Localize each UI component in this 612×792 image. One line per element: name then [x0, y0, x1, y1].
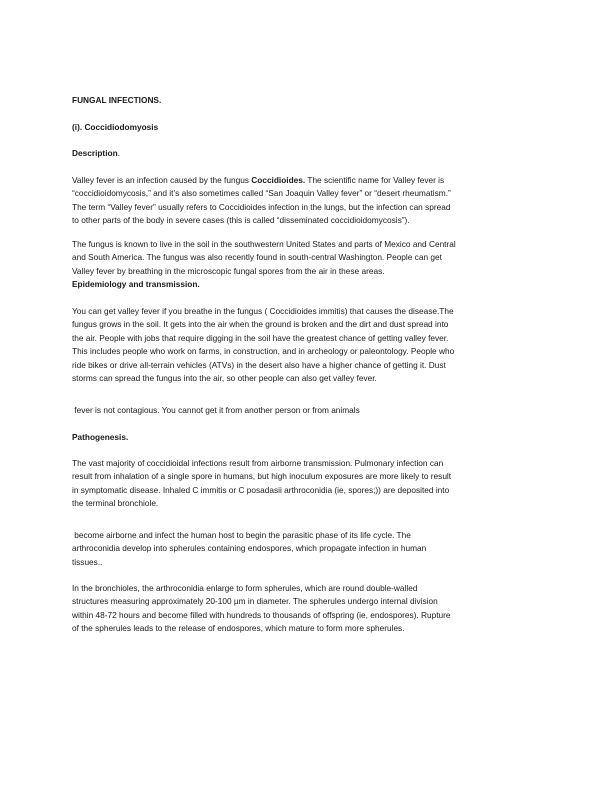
text-line: become airborne and infect the human host to begin the parasitic phase of its life cycle. The [72, 530, 411, 540]
text-line: the terminal bronchiole. [72, 498, 159, 509]
paragraph-description-2 [72, 238, 456, 278]
bold-term: Coccidioides. [251, 175, 306, 185]
description-heading-punct: . [117, 148, 120, 158]
text-span: Valley fever is an infection caused by the fungus [72, 175, 252, 185]
text-line: The fungus is known to live in the soil in the southwestern United States and parts of Mexico and Central [72, 239, 456, 249]
pathogenesis-heading: Pathogenesis. [72, 432, 129, 442]
text-line [72, 174, 451, 187]
text-line: This includes people who work on farms, in construction, and in archeology or paleontology. People who [72, 346, 455, 357]
document-title: FUNGAL INFECTIONS. [72, 95, 162, 105]
text-line: within 48-72 hours and become filled with hundreds to thousands of offspring (ie, endospores). Rupture [72, 609, 451, 620]
text-line: Valley fever by breathing in the microscopic fungal spores from the air in these areas. [72, 265, 385, 276]
text-line: fungus grows in the soil. It gets into the air when the ground is broken and the dirt and dust spread into [72, 319, 449, 330]
text-line: tissues.. [72, 556, 103, 567]
paragraph-contagion: fever is not contagious. You cannot get it from another person or from animals [72, 405, 360, 415]
text-line: the air. People with jobs that require digging in the soil have the greatest chance of getting valley fever. [72, 332, 449, 343]
text-line: You can get valley fever if you breathe in the fungus ( Coccidioides immitis) that causes the disease.The [72, 306, 454, 316]
section-heading: (i). Coccidiodomyosis [72, 122, 159, 132]
text-line: storms can spread the fungus into the air, so other people can also get valley fever. [72, 373, 377, 384]
text-line: result from inhalation of a single spore in humans, but high inoculum exposures are more likely to result [72, 471, 452, 482]
paragraph-epidemiology [72, 305, 454, 385]
text-line: to other parts of the body in severe cases (this is called “disseminated coccidioidomycosis”). [72, 215, 410, 226]
text-line: “coccidioidomycosis,” and it’s also sometimes called “San Joaquin Valley fever” or “desert rheumatism.” [72, 188, 451, 199]
text-line: arthroconidia develop into spherules containing endospores, which propagate infection in human [72, 543, 427, 554]
epidemiology-heading: Epidemiology and transmission. [72, 279, 200, 289]
text-line: In the bronchioles, the arthroconidia enlarge to form spherules, which are round double-walled [72, 583, 418, 593]
paragraph-pathogenesis-2 [72, 529, 426, 569]
text-line: and South America. The fungus was also recently found in south-central Washington. People can get [72, 252, 442, 263]
text-line: in symptomatic disease. Inhaled C immitis or C posadasii arthroconidia (ie, spores;)) are deposited into [72, 484, 450, 495]
text-line: structures measuring approximately 20-100 µm in diameter. The spherules undergo internal division [72, 596, 438, 607]
text-line: ride bikes or drive all-terrain vehicles (ATVs) in the desert also have a higher chance of getting it. Dust [72, 359, 446, 370]
text-span: The scientific name for Valley fever is [305, 175, 445, 185]
text-line: The vast majority of coccidioidal infections result from airborne transmission. Pulmonary infection can [72, 458, 444, 468]
paragraph-pathogenesis-1 [72, 457, 451, 511]
paragraph-description-1 [72, 174, 451, 228]
text-line: of the spherules leads to the release of endospores, which mature to form more spherules. [72, 623, 405, 634]
paragraph-pathogenesis-3 [72, 582, 451, 636]
text-line: The term “Valley fever” usually refers to Coccidioides infection in the lungs, but the infection can spread [72, 201, 451, 212]
description-heading-text: Description [72, 148, 118, 158]
description-heading [72, 147, 120, 160]
